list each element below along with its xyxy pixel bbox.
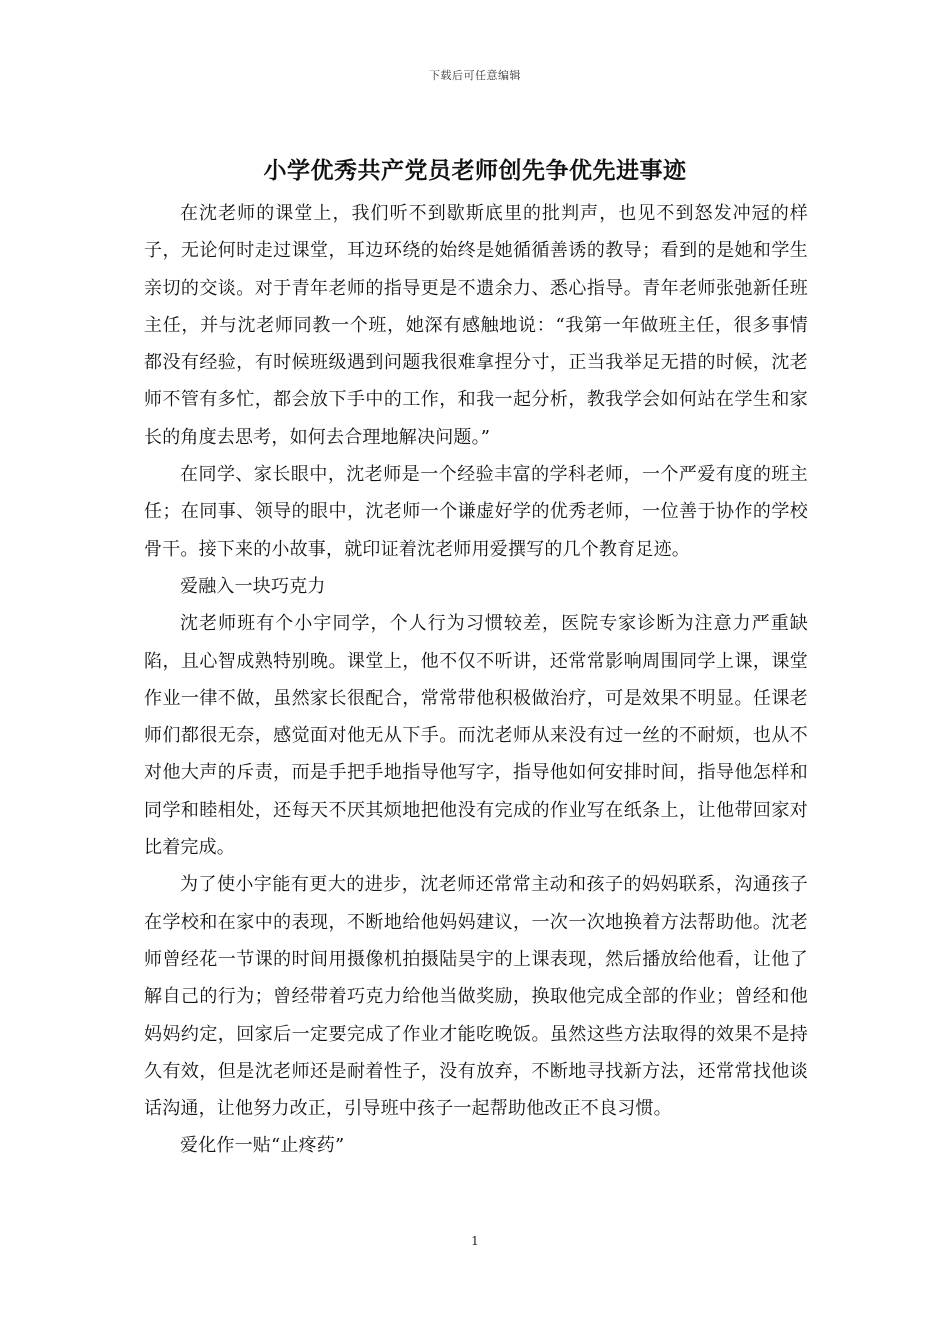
header-note: 下载后可任意编辑: [429, 69, 521, 82]
document-body: [144, 195, 808, 1165]
paragraph-intro: 在沈老师的课堂上，我们听不到歇斯底里的批判声，也见不到怒发冲冠的样子，无论何时走过课堂，耳边环绕的始终是她循循善诱的教导；看到的是她和学生亲切的交谈。对于青年老师的指导更是不遗余力、悉心指导。青年老师张弛新任班主任，并与沈老师同教一个班，她深有感触地说：“我第一年做班主任，很多事情都没有经验，有时候班级遇到问题我很难拿捏分寸，正当我举足无措的时候，沈老师不管有多忙，都会放下手中的工作，和我一起分析，教我学会如何站在学生和家长的角度去思考，如何去合理地解决问题。”: [144, 203, 808, 448]
section-heading-painkiller: 爱化作一贴“止疼药”: [180, 1135, 345, 1157]
section-heading-chocolate: 爱融入一块巧克力: [180, 575, 326, 597]
paragraph-xiaoyu-story: 沈老师班有个小宇同学，个人行为习惯较差，医院专家诊断为注意力严重缺陷，且心智成熟特别晚。课堂上，他不仅不听讲，还常常影响周围同学上课，课堂作业一律不做，虽然家长很配合，常常带他积极做治疗，可是效果不明显。任课老师们都很无奈，感觉面对他无从下手。而沈老师从来没有过一丝的不耐烦，也从不对他大声的斥责，而是手把手地指导他写字，指导他如何安排时间，指导他怎样和同学和睦相处，还每天不厌其烦地把他没有完成的作业写在纸条上，让他带回家对比着完成。: [144, 613, 808, 859]
page-number: 1: [471, 1234, 479, 1248]
paragraph-evaluation: 在同学、家长眼中，沈老师是一个经验丰富的学科老师，一个严爱有度的班主任；在同事、领导的眼中，沈老师一个谦虚好学的优秀老师，一位善于协作的学校骨干。接下来的小故事，就印证着沈老师用爱撰写的几个教育足迹。: [144, 464, 808, 560]
document-title: 小学优秀共产党员老师创先争优先进事迹: [263, 157, 687, 184]
paragraph-parent-contact: 为了使小宇能有更大的进步，沈老师还常常主动和孩子的妈妈联系，沟通孩子在学校和在家中的表现，不断地给他妈妈建议，一次一次地换着方法帮助他。沈老师曾经花一节课的时间用摄像机拍摄陆昊宇的上课表现，然后播放给他看，让他了解自己的行为；曾经带着巧克力给他当做奖励，换取他完成全部的作业；曾经和他妈妈约定，回家后一定要完成了作业才能吃晚饭。虽然这些方法取得的效果不是持久有效，但是沈老师还是耐着性子，没有放弃，不断地寻找新方法，还常常找他谈话沟通，让他努力改正，引导班中孩子一起帮助他改正不良习惯。: [144, 874, 808, 1120]
